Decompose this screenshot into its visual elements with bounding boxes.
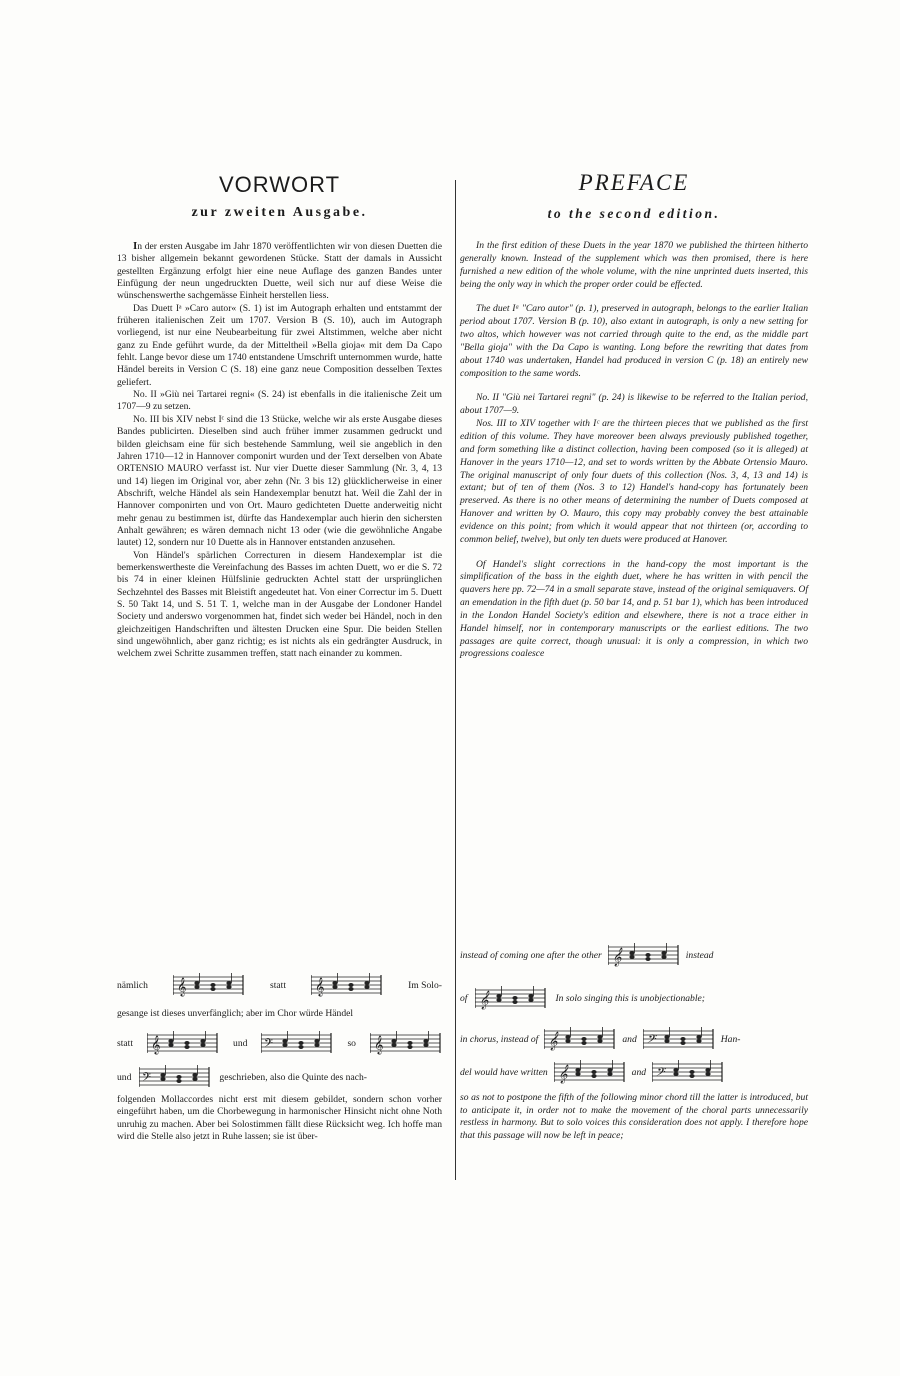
music-text: instead xyxy=(685,949,714,961)
svg-text:𝄞: 𝄞 xyxy=(374,1037,384,1054)
svg-text:𝄞: 𝄞 xyxy=(479,992,489,1009)
svg-text:𝄞: 𝄞 xyxy=(611,949,622,966)
german-music-line-2 xyxy=(117,1008,442,1019)
music-text: nämlich xyxy=(117,979,148,991)
music-example xyxy=(370,1031,442,1055)
german-paragraph: Das Duett Iᵃ »Caro autor« (S. 1) ist im Autograph erhalten und entstammt der früheren italienischen Zeit um 1707. Version B (S. 10), auch im Autograph vorliegend, ist nur eine Neubearbeitung für zwei Altstimmen, welche aber nicht ganz zu Ende geführt wurde, da der Mitteltheil »Bella gioja« mit dem Da Capo fehlt. Lange bevor diese um 1740 entstandene Umschrift unternommen wurde, hatte Händel bereits in Version C (S. 18) eine ganz neue Composition desselben Textes geliefert. xyxy=(117,302,442,388)
music-text: and xyxy=(622,1033,637,1045)
music-text: geschrieben, also die Quinte des nach- xyxy=(219,1071,367,1083)
music-text: so xyxy=(347,1037,356,1049)
music-example xyxy=(652,1060,724,1084)
german-paragraph: In der ersten Ausgabe im Jahr 1870 veröffentlichten wir von diesen Duetten die 13 bisher allgemein bekannt gewordenen Stücke. Statt der damals in Aussicht gestellten Ergänzung erfolgt hier eine neue Auflage des ganzen Bandes unter Einfügung der neun ungedruckten Duette, weil sich nur auf diese Weise die wünschenswerthe sachgemässe Einheit herstellen liess. xyxy=(117,240,442,302)
english-subtitle: to the second edition. xyxy=(547,206,721,221)
english-paragraph: Nos. III to XIV together with Iᶜ are the thirteen pieces that we published as the first edition of this volume. They have moreover been always previously published together, and form something like a distinct collection, having been composed (so it is alleged) at Hanover in the years 1710—12, and set to words written by the Abbate Ortensio Mauro. The original manuscript of only four duets of this collection (Nos. 3, 4, 13 and 14) is extant; but of ten of them (Nos. 3 to 12) Handel's hand-copy has fortunately been preserved. As there is no other means of determining the number of Duets composed at Hanover and written by O. Mauro, this copy may probably convey the best attainable evidence on this point; from which it would appear that not thirteen (or, according to common belief, twelve), but only ten duets were produced at Hanover. xyxy=(460,418,808,545)
music-example xyxy=(643,1027,715,1051)
music-example xyxy=(147,1031,219,1055)
column-divider xyxy=(455,180,456,1180)
svg-text:𝄢: 𝄢 xyxy=(142,1072,152,1087)
music-example xyxy=(139,1065,211,1089)
german-closing-text: folgenden Mollaccordes nicht erst mit diesem gebildet, sondern schon vorher eingeführt haben, um die Chorbewegung in harmonischer Hinsicht nicht ohne Noth unruhig zu machen. Aber bei Solostimmen fällt diese Rücksicht weg. Ich hoffe man wird die Stelle also jetzt in Ruhe lassen; sie ist über- xyxy=(117,1094,442,1143)
music-example xyxy=(475,986,547,1010)
music-example xyxy=(173,973,245,997)
music-text: and xyxy=(631,1066,647,1078)
german-title: VORWORT xyxy=(218,172,341,197)
svg-text:𝄞: 𝄞 xyxy=(315,979,325,996)
english-closing-text: so as not to postpone the fifth of the following minor chord till the latter is introduced, but to anticipate it, in order not to make the movement of the choral parts unnecessarily restless in harmony. But to solo voices this consideration does not apply. I therefore hope that this passage will now be left in peace; xyxy=(460,1092,808,1141)
music-text: Han- xyxy=(720,1033,741,1045)
english-music-line-2 xyxy=(460,986,808,1010)
german-paragraph: Von Händel's spärlichen Correcturen in diesem Handexemplar ist die bemerkenswertheste die Vereinfachung des Basses im achten Duett, wo er die S. 72 bis 74 in einer kleinen Hülfslinie gedruckten Achtel statt der ursprünglichen Sechzehntel des Basses mit Bleistift angedeutet hat. Von einer Correctur im 5. Duett S. 50 Takt 14, und S. 51 T. 1, welche man in der Ausgabe der Londoner Handel Society und anderswo vorgenommen hat, findet sich weder bei Händel, noch in den gleichzeitigen Handschriften und ältesten Drucken eine Spur. Die beiden Stellen sind ungewöhnlich, aber ganz richtig; es ist nichts als ein gedrängter Ausdruck, in welchem zwei Schritte zusammen treffen, statt nach einander zu kommen. xyxy=(117,549,442,660)
music-example xyxy=(554,1060,626,1084)
svg-text:𝄞: 𝄞 xyxy=(557,1066,568,1083)
english-paragraph: Of Handel's slight corrections in the hand-copy the most important is the simplification of the bass in the eighth duet, where he has written in with pencil the quavers here pp. 72—74 in a small separate stave, instead of the original semiquavers. Of an emendation in the fifth duet (p. 50 bar 14, and p. 51 bar 1), which has been introduced in the London Handel Society's edition and elsewhere, there is not a trace either in Handel himself, nor in contemporary manuscripts or the earliest editions. The two passages are quite correct, though unusual: it is only a compression, in which two progressions coalesce xyxy=(460,558,808,660)
german-music-line-4 xyxy=(117,1065,442,1089)
english-paragraph: No. II "Giù nei Tartarei regni" (p. 24) is likewise to be referred to the Italian period, about 1707—9. xyxy=(460,392,808,417)
music-text: In solo singing this is unobjectionable; xyxy=(555,992,705,1004)
music-text: del would have written xyxy=(460,1066,548,1078)
music-text: gesange ist dieses unverfänglich; aber im Chor würde Händel xyxy=(117,1008,354,1019)
english-paragraph: The duet Iᵃ "Caro autor" (p. 1), preserved in autograph, belongs to the earlier Italian period about 1707. Version B (p. 10), also extant in autograph, is only a new setting for two altos, which however was not carried through quite to the end, as the middle part "Bella gioja" with the Da Capo is wanting. Long before the rewriting that dates from about 1740 was undertaken, Handel had produced in version C (p. 18) an entirely new composition to the same words. xyxy=(460,303,808,379)
music-text: und xyxy=(233,1037,248,1049)
music-text: statt xyxy=(270,979,286,991)
music-example xyxy=(311,973,383,997)
english-music-line-1 xyxy=(460,943,808,967)
german-music-line-1 xyxy=(117,973,442,997)
svg-text:𝄞: 𝄞 xyxy=(548,1033,558,1050)
english-music-line-4 xyxy=(460,1060,808,1084)
svg-text:𝄞: 𝄞 xyxy=(151,1037,161,1054)
music-text: in chorus, instead of xyxy=(460,1033,539,1045)
german-music-line-3 xyxy=(117,1031,442,1055)
music-text: instead of coming one after the other xyxy=(460,949,602,961)
german-paragraph: No. III bis XIV nebst Iᶜ sind die 13 Stücke, welche wir als erste Ausgabe dieses Bandes publicirten. Dieselben sind auch früher immer zusammen gedruckt und bilden gleichsam eine für sich bestehende Sammlung, weil sie angeblich in den Jahren 1710—12 in Hannover componirt wurden und der Text derselben von Abate ORTENSIO MAURO verfasst ist. Nur vier Duette dieser Sammlung (Nr. 3, 4, 13 und 14) liegen im Original vor, aber zehn (Nr. 3 bis 12) glücklicherweise in einer Abschrift, welche Händel als sein Handexemplar benutzt hat. Weil die Zahl der in Hannover componirten und von Ort. Mauro gedichteten Duette anderweitig nicht mehr genau zu bestimmen ist, dürfte das Handexemplar auch hierin den sichersten Anhalt gewähren; es wären demnach nicht 13 oder (wie die gewöhnliche Angabe lautet) 12, sondern nur 10 Duette als in Hannover entstanden anzusehen. xyxy=(117,413,442,549)
music-text: und xyxy=(117,1071,132,1083)
music-text: of xyxy=(460,992,468,1004)
svg-text:𝄞: 𝄞 xyxy=(176,979,187,996)
music-example xyxy=(608,943,680,967)
svg-text:𝄢: 𝄢 xyxy=(655,1067,665,1082)
music-text: Im Solo- xyxy=(408,979,442,991)
music-example xyxy=(261,1031,333,1055)
music-text: statt xyxy=(117,1037,133,1049)
english-body xyxy=(460,240,808,661)
german-body xyxy=(117,240,442,661)
german-paragraph: No. II »Giù nei Tartarei regni« (S. 24) ist ebenfalls in die italienische Zeit um 1707—9 zu setzen. xyxy=(117,389,442,413)
german-subtitle: zur zweiten Ausgabe. xyxy=(191,205,368,220)
svg-text:𝄢: 𝄢 xyxy=(264,1038,274,1053)
music-example xyxy=(544,1027,616,1051)
english-title: PREFACE xyxy=(578,170,690,195)
svg-text:𝄢: 𝄢 xyxy=(645,1034,655,1049)
english-music-line-3 xyxy=(460,1027,808,1051)
english-paragraph: In the first edition of these Duets in the year 1870 we published the thirteen hitherto generally known. Instead of the supplement which was then promised, there is here furnished a new edition of the whole volume, with the nine unprinted duets inserted, this being the only way in which the proper order could be effected. xyxy=(460,240,808,290)
